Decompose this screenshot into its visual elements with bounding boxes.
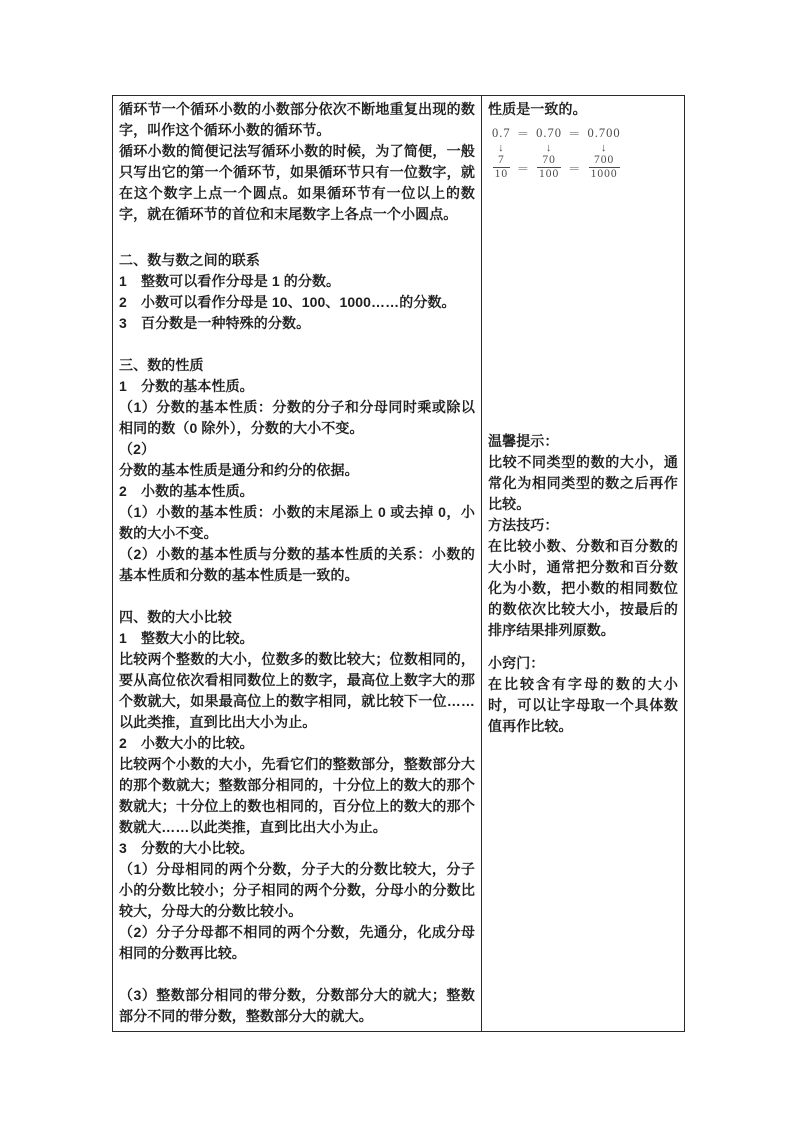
text-line: （1）分母相同的两个分数，分子大的分数比较大，分子小的分数比较小；分子相同的两个分数，分母小的分数比较大，分母大的分数比较小。 [119, 861, 475, 919]
text-line: 性质是一致的。 [488, 101, 587, 117]
decimal-fraction-equivalence-formula [492, 124, 621, 181]
fraction [493, 154, 511, 181]
fraction-numerator: 70 [542, 154, 556, 166]
tip-heading-warm-reminder: 温馨提示： [488, 433, 559, 450]
equals-sign: ＝ [568, 161, 582, 176]
text-line: （1）小数的基本性质：小数的末尾添上 0 或去掉 0，小数的大小不变。 [119, 504, 475, 541]
text-line: 循环小数的简便记法写循环小数的时候，为了简便，一般只写出它的第一个循环节，如果循环节只有一位数字，就在这个数字上点一个圆点。如果循环节有一位以上的数字，就在循环节的首位和末尾数字上各点一个小圆点。 [119, 143, 475, 222]
text-line: （3）整数部分相同的带分数，分数部分大的就大；整数部分不同的带分数，整数部分大的就大。 [119, 987, 475, 1024]
notes-table [112, 95, 685, 1032]
down-arrow-icon: ↓ [498, 142, 505, 154]
text-line: （2） [119, 441, 156, 457]
tip-heading-method-skill: 方法技巧： [488, 517, 559, 534]
down-arrow-icon: ↓ [545, 142, 553, 154]
section-heading-2: 二、数与数之间的联系 [119, 252, 260, 268]
section-heading-4: 四、数的大小比较 [119, 609, 232, 625]
fraction [537, 154, 561, 181]
fraction-denominator: 1000 [590, 168, 618, 181]
list-item: 1 整数可以看作分母是 1 的分数。 [119, 273, 341, 289]
equals-sign: ＝ [568, 127, 582, 141]
tip-text: 在比较小数、分数和百分数的大小时，通常把分数和百分数化为小数，把小数的相同数位的数依次比较大小，按最后的排序结果排列原数。 [488, 538, 678, 639]
fraction-numerator: 7 [497, 154, 505, 166]
list-item: 3 百分数是一种特殊的分数。 [119, 315, 311, 331]
text-line: （2）小数的基本性质与分数的基本性质的关系：小数的基本性质和分数的基本性质是一致的。 [119, 546, 475, 583]
decimal-value: 0.7 [492, 125, 511, 140]
section-heading-3: 三、数的性质 [119, 357, 204, 373]
text-line: 循环节一个循环小数的小数部分依次不断地重复出现的数字，叫作这个循环小数的循环节。 [119, 101, 475, 138]
main-content-cell [113, 96, 482, 1031]
decimal-value: 0.70 [536, 125, 563, 140]
text-line: 比较两个整数的大小，位数多的数比较大；位数相同的，要从高位依次看相同数位上的数字，最高位上数字大的那个数就大，如果最高位上的数字相同，就比较下一位……以此类推，直到比出大小为止。 [119, 651, 475, 730]
tip-text: 在比较含有字母的数的大小时，可以让字母取一个具体数值再作比较。 [488, 676, 678, 735]
fraction-numerator: 700 [593, 154, 615, 166]
tip-text: 比较不同类型的数的大小，通常化为相同类型的数之后再作比较。 [488, 454, 678, 513]
equals-sign: ＝ [516, 161, 531, 176]
equals-sign: ＝ [516, 127, 531, 141]
side-notes-cell [482, 96, 684, 1031]
list-item: 3 分数的大小比较。 [119, 840, 254, 856]
tip-heading-little-trick: 小窍门： [488, 655, 545, 672]
list-item: 1 分数的基本性质。 [119, 378, 254, 394]
text-line: 比较两个小数的大小，先看它们的整数部分，整数部分大的那个数就大；整数部分相同的，十分位上的数大的那个数就大；十分位上的数也相同的，百分位上的数大的那个数就大……以此类推，直到比出大小为止。 [119, 756, 475, 835]
list-item: 2 小数大小的比较。 [119, 735, 254, 751]
fraction-denominator: 10 [494, 168, 509, 181]
text-line: 分数的基本性质是通分和约分的依据。 [119, 462, 359, 478]
text-line: （2）分子分母都不相同的两个分数，先通分，化成分母相同的分数再比较。 [119, 924, 475, 961]
decimal-value: 0.700 [587, 125, 621, 140]
list-item: 2 小数可以看作分母是 10、100、1000……的分数。 [119, 294, 456, 310]
down-arrow-icon: ↓ [600, 142, 608, 154]
list-item: 1 整数大小的比较。 [119, 630, 254, 646]
list-item: 2 小数的基本性质。 [119, 483, 254, 499]
fraction [589, 154, 620, 181]
text-line: （1）分数的基本性质：分数的分子和分母同时乘或除以相同的数（0 除外），分数的大小不变。 [119, 399, 475, 436]
fraction-denominator: 100 [538, 168, 560, 181]
